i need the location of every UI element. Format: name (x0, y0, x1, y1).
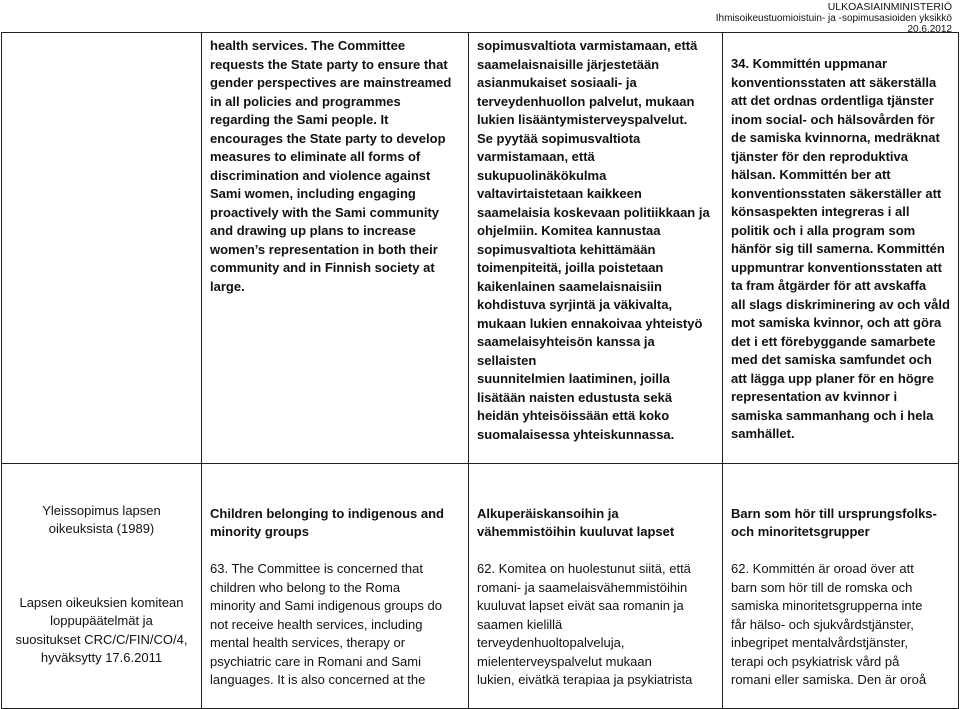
row2-swedish-cell (723, 464, 959, 709)
english-section (202, 464, 468, 708)
row1-instrument-cell (2, 33, 202, 464)
table-row (2, 464, 959, 709)
finnish-heading: Alkuperäiskansoihin ja vähemmistöihin kuuluvat lapset (477, 505, 675, 539)
swedish-recommendation-text: 34. Kommittén uppmanar konventionsstaten att säkerställa att det ordnas ordentliga tjänster inom social- och hälsovården för de samiska kvinnorna, medräknat tjänster för den reproduktiva hälsan. Kommittén ber att konventionsstaten säkerställer att könsaspekten integreras i all politik och i alla program som hänför sig till samerna. Kommittén uppmuntrar konventionsstaten att ta fram åtgärder för att avskaffa all slags diskriminering av och våld mot samiska kvinnor, och att göra det i ett förebyggande samarbete med det samiska samfundet och att lägga upp planer för en högre representation av kvinnor i samiska sammanhang och i hela samhället. (731, 56, 950, 441)
english-body: 63. The Committee is concerned that children who belong to the Roma minority and Sami indigenous groups do not receive health services, including mental health services, therapy or psychiatric care in Romani and Sami languages. It is also concerned at the (210, 561, 442, 687)
row1-finnish-cell (469, 33, 723, 464)
english-heading: Children belonging to indigenous and minority groups (210, 505, 444, 539)
table-row (2, 33, 959, 464)
english-recommendation-text: health services. The Committee requests the State party to ensure that gender perspectives are mainstreamed in all policies and programmes regarding the Sami people. It encourages the State party to develop measures to eliminate all forms of discrimination and violence against Sami women, including engaging proactively with the Sami community and drawing up plans to increase women’s representation in both their community and in Finnish society at large. (210, 38, 452, 294)
unit-name: Ihmisoikeustuomioistuin- ja -sopimusasioiden yksikkö (715, 13, 952, 24)
comparison-table (1, 32, 959, 709)
ministry-name: ULKOASIAINMINISTERIÖ (827, 1, 952, 13)
swedish-section (723, 464, 958, 708)
committee-reference: Lapsen oikeuksien komitean loppupäätelmät ja suositukset CRC/C/FIN/CO/4, hyväksytty 17.6.2011 (15, 594, 188, 665)
document-date: 20.6.2012 (907, 24, 952, 35)
row1-english-cell (202, 33, 469, 464)
row2-finnish-cell (469, 464, 723, 709)
finnish-section (469, 464, 722, 708)
row1-swedish-cell (723, 33, 959, 464)
convention-title: Yleissopimus lapsen oikeuksista (1989) (42, 502, 161, 536)
row2-instrument-cell (2, 464, 202, 709)
instrument-info (2, 464, 201, 686)
swedish-body: 62. Kommittén är oroad över att barn som hör till de romska och samiska minoritetsgrupperna inte får hälso- och sjukvårdstjänster, inbegripet mentalvårdstjänster, terapi och psykiatrisk vård på romani eller samiska. Den är oroå (731, 561, 927, 687)
finnish-recommendation-text: sopimusvaltiota varmistamaan, että saamelaisnaisille järjestetään asianmukaiset sosiaali- ja terveydenhuollon palvelut, mukaan lukien lisääntymisterveyspalvelut. Se pyytää sopimusvaltiota varmistamaan, että sukupuolinäkökulma valtavirtaistetaan kaikkeen saamelaisia koskevaan politiikkaan ja ohjelmiin. Komitea kannustaa sopimusvaltiota kehittämään toimenpiteitä, joilla poistetaan kaikenlainen saamelaisnaisiin kohdistuva syrjintä ja väkivalta, mukaan lukien ennakoivaa yhteistyö saamelaisyhteisön kanssa ja sellaisten suunnitelmien laatiminen, joilla lisätään naisten edustusta sekä heidän yhteisöissään että koko suomalaisessa yhteiskunnassa. (477, 38, 710, 442)
swedish-heading: Barn som hör till ursprungsfolks- och minoritetsgrupper (731, 505, 937, 539)
finnish-body: 62. Komitea on huolestunut siitä, että romani- ja saamelaisvähemmistöihin kuuluvat lapset eivät saa romanin ja saamen kielillä terveydenhuoltopalveluja, mielenterveyspalvelut mukaan lukien, eivätkä terapiaa ja psykiatrista (477, 561, 693, 687)
row2-english-cell (202, 464, 469, 709)
document-header (716, 2, 952, 35)
